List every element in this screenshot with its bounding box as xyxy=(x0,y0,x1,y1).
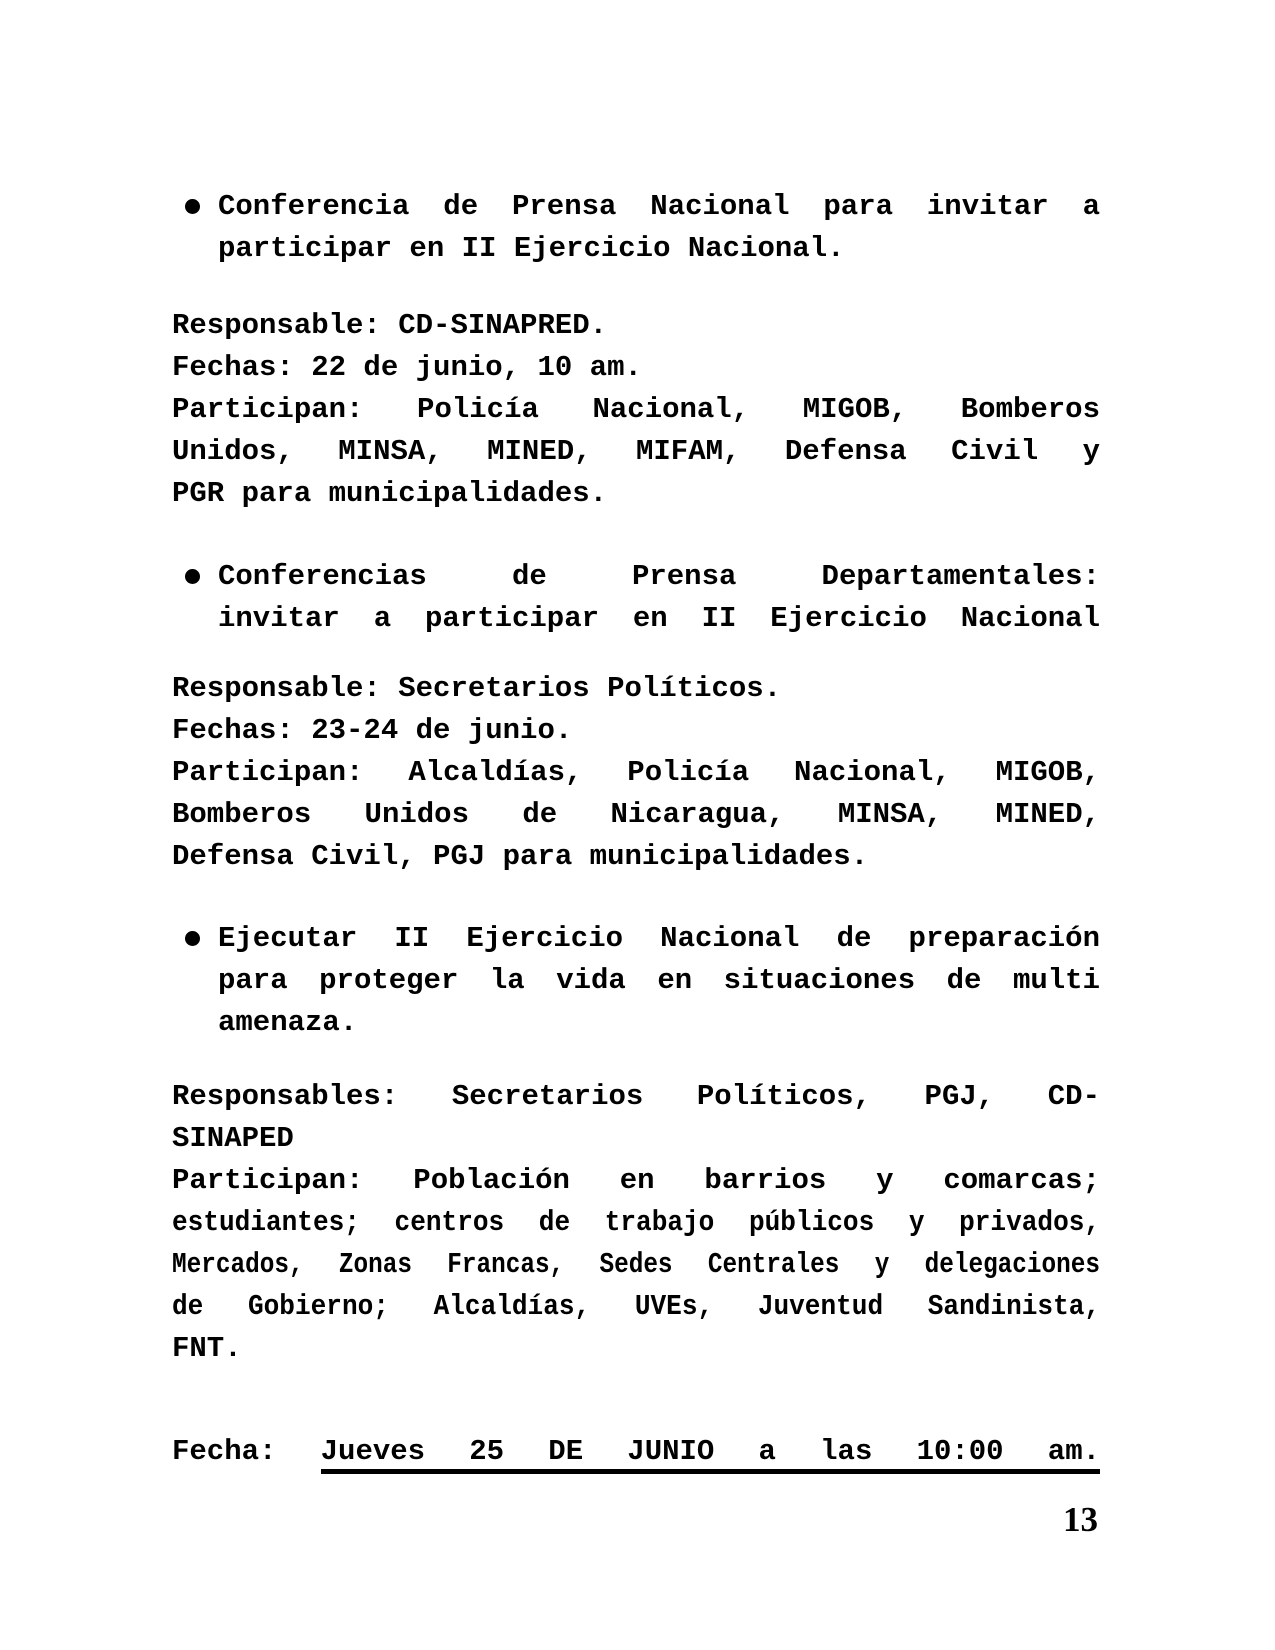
fecha-line xyxy=(172,1431,1100,1473)
bullet-text xyxy=(218,556,1100,640)
text-line: amenaza. xyxy=(218,1006,358,1039)
bullet-section-2 xyxy=(172,556,1100,640)
text-line: Defensa Civil, PGJ para municipalidades. xyxy=(172,840,869,873)
text-line: Conferencia de Prensa Nacional para invitar a xyxy=(218,190,1100,223)
text-line: Responsable: Secretarios Políticos. xyxy=(172,672,782,705)
text-line: Ejecutar II Ejercicio Nacional de preparación xyxy=(218,922,1100,955)
bullet-text xyxy=(218,918,1100,1044)
detail-block-1 xyxy=(172,305,1100,515)
bullet-icon xyxy=(185,569,200,584)
text-line: para proteger la vida en situaciones de multi xyxy=(218,964,1100,997)
text-line: PGR para municipalidades. xyxy=(172,477,608,510)
text-line: participar en II Ejercicio Nacional. xyxy=(218,232,845,265)
text-line: Fechas: 22 de junio, 10 am. xyxy=(172,351,642,384)
text-line: invitar a participar en II Ejercicio Nacional xyxy=(218,602,1100,635)
text-line: Responsables: Secretarios Políticos, PGJ, CD- xyxy=(172,1080,1100,1113)
bullet-icon xyxy=(185,199,200,214)
text-line: Participan: Alcaldías, Policía Nacional, MIGOB, xyxy=(172,756,1100,789)
document-content xyxy=(172,186,1100,1473)
fecha-label: Fecha: xyxy=(172,1435,277,1468)
bullet-text xyxy=(218,186,1100,270)
text-line: Participan: Policía Nacional, MIGOB, Bomberos xyxy=(172,393,1100,426)
page-number: 13 xyxy=(1063,1500,1098,1539)
text-line: de Gobierno; Alcaldías, UVEs, Juventud Sandinista, xyxy=(172,1290,1101,1323)
text-line: estudiantes; centros de trabajo públicos y privados, xyxy=(172,1206,1101,1239)
text-line: FNT. xyxy=(172,1332,242,1365)
detail-block-3 xyxy=(172,1076,1100,1370)
text-line: Mercados, Zonas Francas, Sedes Centrales y delegaciones xyxy=(172,1248,1101,1281)
bullet-section-1 xyxy=(172,186,1100,270)
text-line: Participan: Población en barrios y comarcas; xyxy=(172,1164,1100,1197)
text-line: Fechas: 23-24 de junio. xyxy=(172,714,573,747)
text-line: Responsable: CD-SINAPRED. xyxy=(172,309,608,342)
detail-block-2 xyxy=(172,668,1100,878)
text-line: Conferencias de Prensa Departamentales: xyxy=(218,560,1100,593)
text-line: Bomberos Unidos de Nicaragua, MINSA, MINED, xyxy=(172,798,1100,831)
bullet-section-3 xyxy=(172,918,1100,1044)
text-line: SINAPED xyxy=(172,1122,294,1155)
text-line: Unidos, MINSA, MINED, MIFAM, Defensa Civil y xyxy=(172,435,1100,468)
bullet-icon xyxy=(185,931,200,946)
fecha-underlined-value: Jueves 25 DE JUNIO a las 10:00 am. xyxy=(321,1435,1100,1474)
